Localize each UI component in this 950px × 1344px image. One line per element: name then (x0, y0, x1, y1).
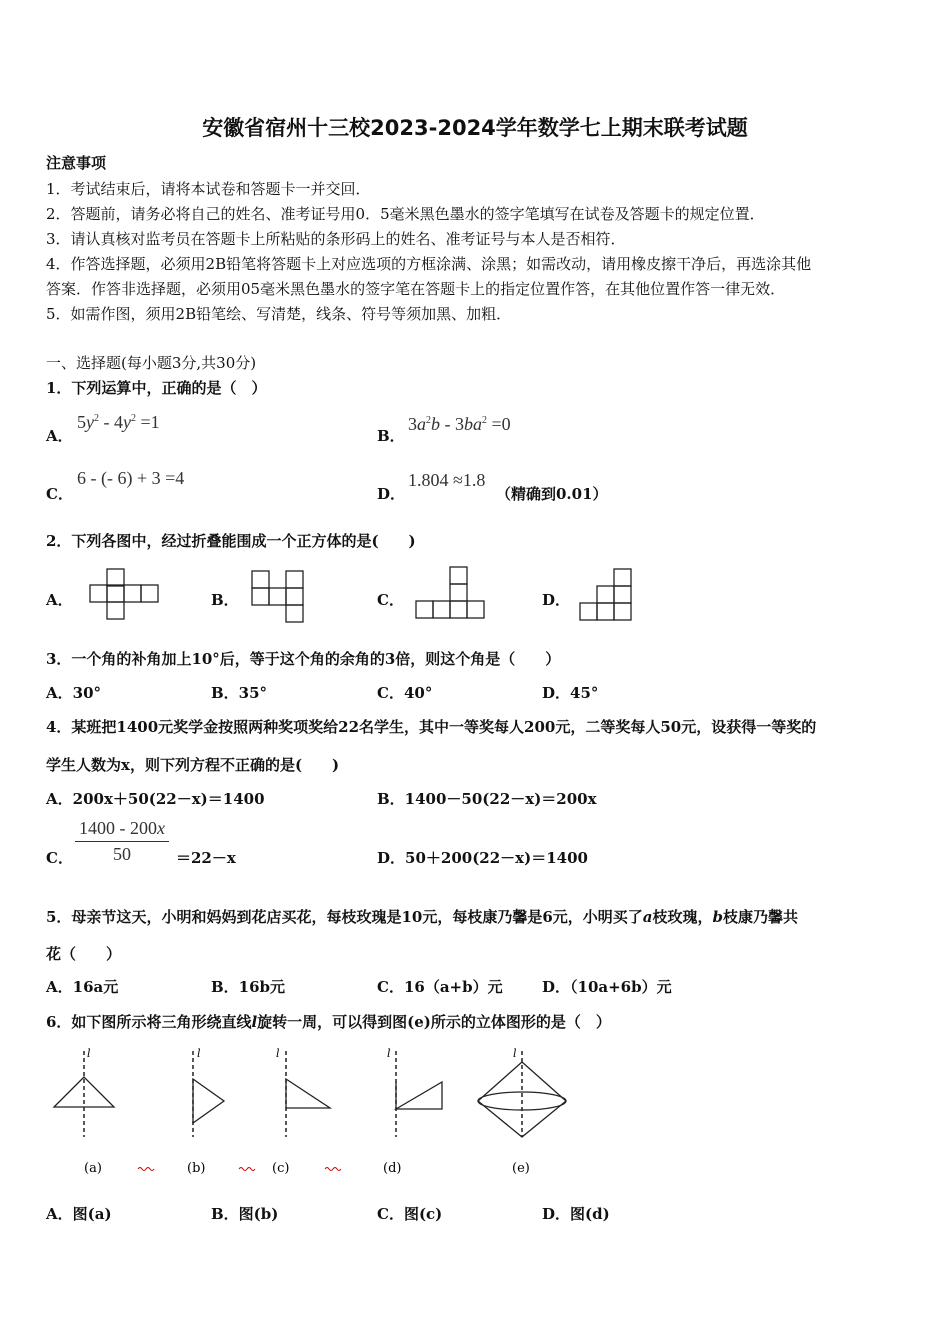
q4-stem-line2: 学生人数为x，则下列方程不正确的是( ) (46, 756, 340, 774)
notice-item: 答案．作答非选择题，必须用05毫米黑色墨水的签字笔在答题卡上的指定位置作答，在其他位置作答一律无效． (46, 280, 786, 298)
q5-stem-line2: 花（ ） (46, 945, 122, 963)
caption-b: (b) (187, 1161, 206, 1176)
figure-b (193, 1047, 224, 1137)
q3-option-a: A．30° (46, 684, 102, 702)
q2-label-d: D． (542, 591, 571, 609)
caption-d: (d) (383, 1161, 402, 1176)
q1-label-b: B． (377, 427, 405, 445)
rotation-figures (50, 1045, 610, 1180)
page-title: 安徽省宿州十三校2023-2024学年数学七上期末联考试题 (202, 116, 748, 140)
q5-option-c: C．16（a+b）元 (377, 978, 503, 996)
q3-option-c: C．40° (377, 684, 433, 702)
q1-option-a: $5y^2 - 4y^2 =1$ (77, 412, 160, 432)
net-figure-c (415, 566, 487, 620)
q2-stem: 2．下列各图中，经过折叠能围成一个正方体的是( ) (46, 532, 416, 550)
q4-option-c-fraction: $\frac{1400 - 200x}{50}$ (75, 818, 169, 865)
net-figure-a (90, 568, 160, 620)
q4-option-b: B．1400－50(22－x)＝200x (377, 790, 597, 808)
q4-label-c: C． (46, 849, 73, 867)
axis-label: l (276, 1047, 280, 1060)
net-figure-d (579, 568, 633, 622)
net-figure-b (251, 570, 305, 624)
notice-item: 3．请认真核对监考员在答题卡上所粘贴的条形码上的姓名、准考证号与本人是否相符． (46, 230, 626, 248)
axis-label: l (387, 1047, 391, 1060)
q1-option-d: 1.804 ≈1.8 (408, 470, 486, 490)
notice-heading: 注意事项 (46, 154, 107, 172)
figure-d (387, 1047, 442, 1137)
figure-c (276, 1047, 330, 1137)
notice-item: 4．作答选择题，必须用2B铅笔将答题卡上对应选项的方框涂满、涂黑；如需改动，请用橡皮擦干净后，再选涂其他 (46, 255, 812, 273)
q3-option-d: D．45° (542, 684, 599, 702)
q5-stem-line1: 5．母亲节这天，小明和妈妈到花店买花，每枝玫瑰是10元，每枝康乃馨是6元，小明买了a枝玫瑰，b枝康乃馨共 (46, 908, 799, 926)
q4-stem-line1: 4．某班把1400元奖学金按照两种奖项奖给22名学生，其中一等奖每人200元，二等奖每人50元，设获得一等奖的 (46, 718, 817, 736)
caption-e: (e) (512, 1161, 530, 1176)
axis-label: l (87, 1047, 91, 1060)
q6-option-d: D．图(d) (542, 1205, 610, 1223)
q1-option-b: $3a^2b - 3ba^2 =0$ (408, 414, 511, 434)
axis-label: l (197, 1047, 201, 1060)
q3-stem: 3．一个角的补角加上10°后，等于这个角的余角的3倍，则这个角是（ ） (46, 650, 561, 668)
q5-option-d: D．（10a+6b）元 (542, 978, 672, 996)
q3-option-b: B．35° (211, 684, 268, 702)
q1-option-c: 6 - (- 6) + 3 =4 (77, 468, 185, 488)
q6-stem: 6．如下图所示将三角形绕直线l旋转一周，可以得到图(e)所示的立体图形的是（ ） (46, 1013, 611, 1031)
caption-a: (a) (84, 1161, 102, 1176)
section-heading: 一、选择题(每小题3分,共30分) (46, 354, 257, 372)
q1-option-d-note: （精确到0.01） (496, 485, 608, 503)
q4-option-a: A．200x＋50(22－x)＝1400 (46, 790, 265, 808)
q1-label-c: C． (46, 485, 73, 503)
q2-label-b: B． (211, 591, 239, 609)
q4-option-c-rest: ＝22－x (176, 849, 236, 867)
q5-option-b: B．16b元 (211, 978, 286, 996)
notice-item: 5．如需作图，须用2B铅笔绘、写清楚，线条、符号等须加黑、加粗． (46, 305, 512, 323)
q4-option-d: D．50＋200(22－x)＝1400 (377, 849, 588, 867)
q1-stem: 1．下列运算中，正确的是（ ） (46, 379, 267, 397)
q5-option-a: A．16a元 (46, 978, 119, 996)
axis-label: l (513, 1047, 517, 1060)
q1-label-a: A． (46, 427, 73, 445)
q2-label-a: A． (46, 591, 73, 609)
figure-e (478, 1047, 566, 1137)
figure-a (54, 1047, 114, 1137)
caption-c: (c) (272, 1161, 290, 1176)
q2-label-c: C． (377, 591, 404, 609)
notice-item: 2．答题前，请务必将自己的姓名、准考证号用0．5毫米黑色墨水的签字笔填写在试卷及答题卡的规定位置． (46, 205, 765, 223)
q6-option-c: C．图(c) (377, 1205, 443, 1223)
notice-item: 1．考试结束后，请将本试卷和答题卡一并交回． (46, 180, 371, 198)
q6-option-a: A．图(a) (46, 1205, 112, 1223)
q1-label-d: D． (377, 485, 406, 503)
q6-option-b: B．图(b) (211, 1205, 279, 1223)
